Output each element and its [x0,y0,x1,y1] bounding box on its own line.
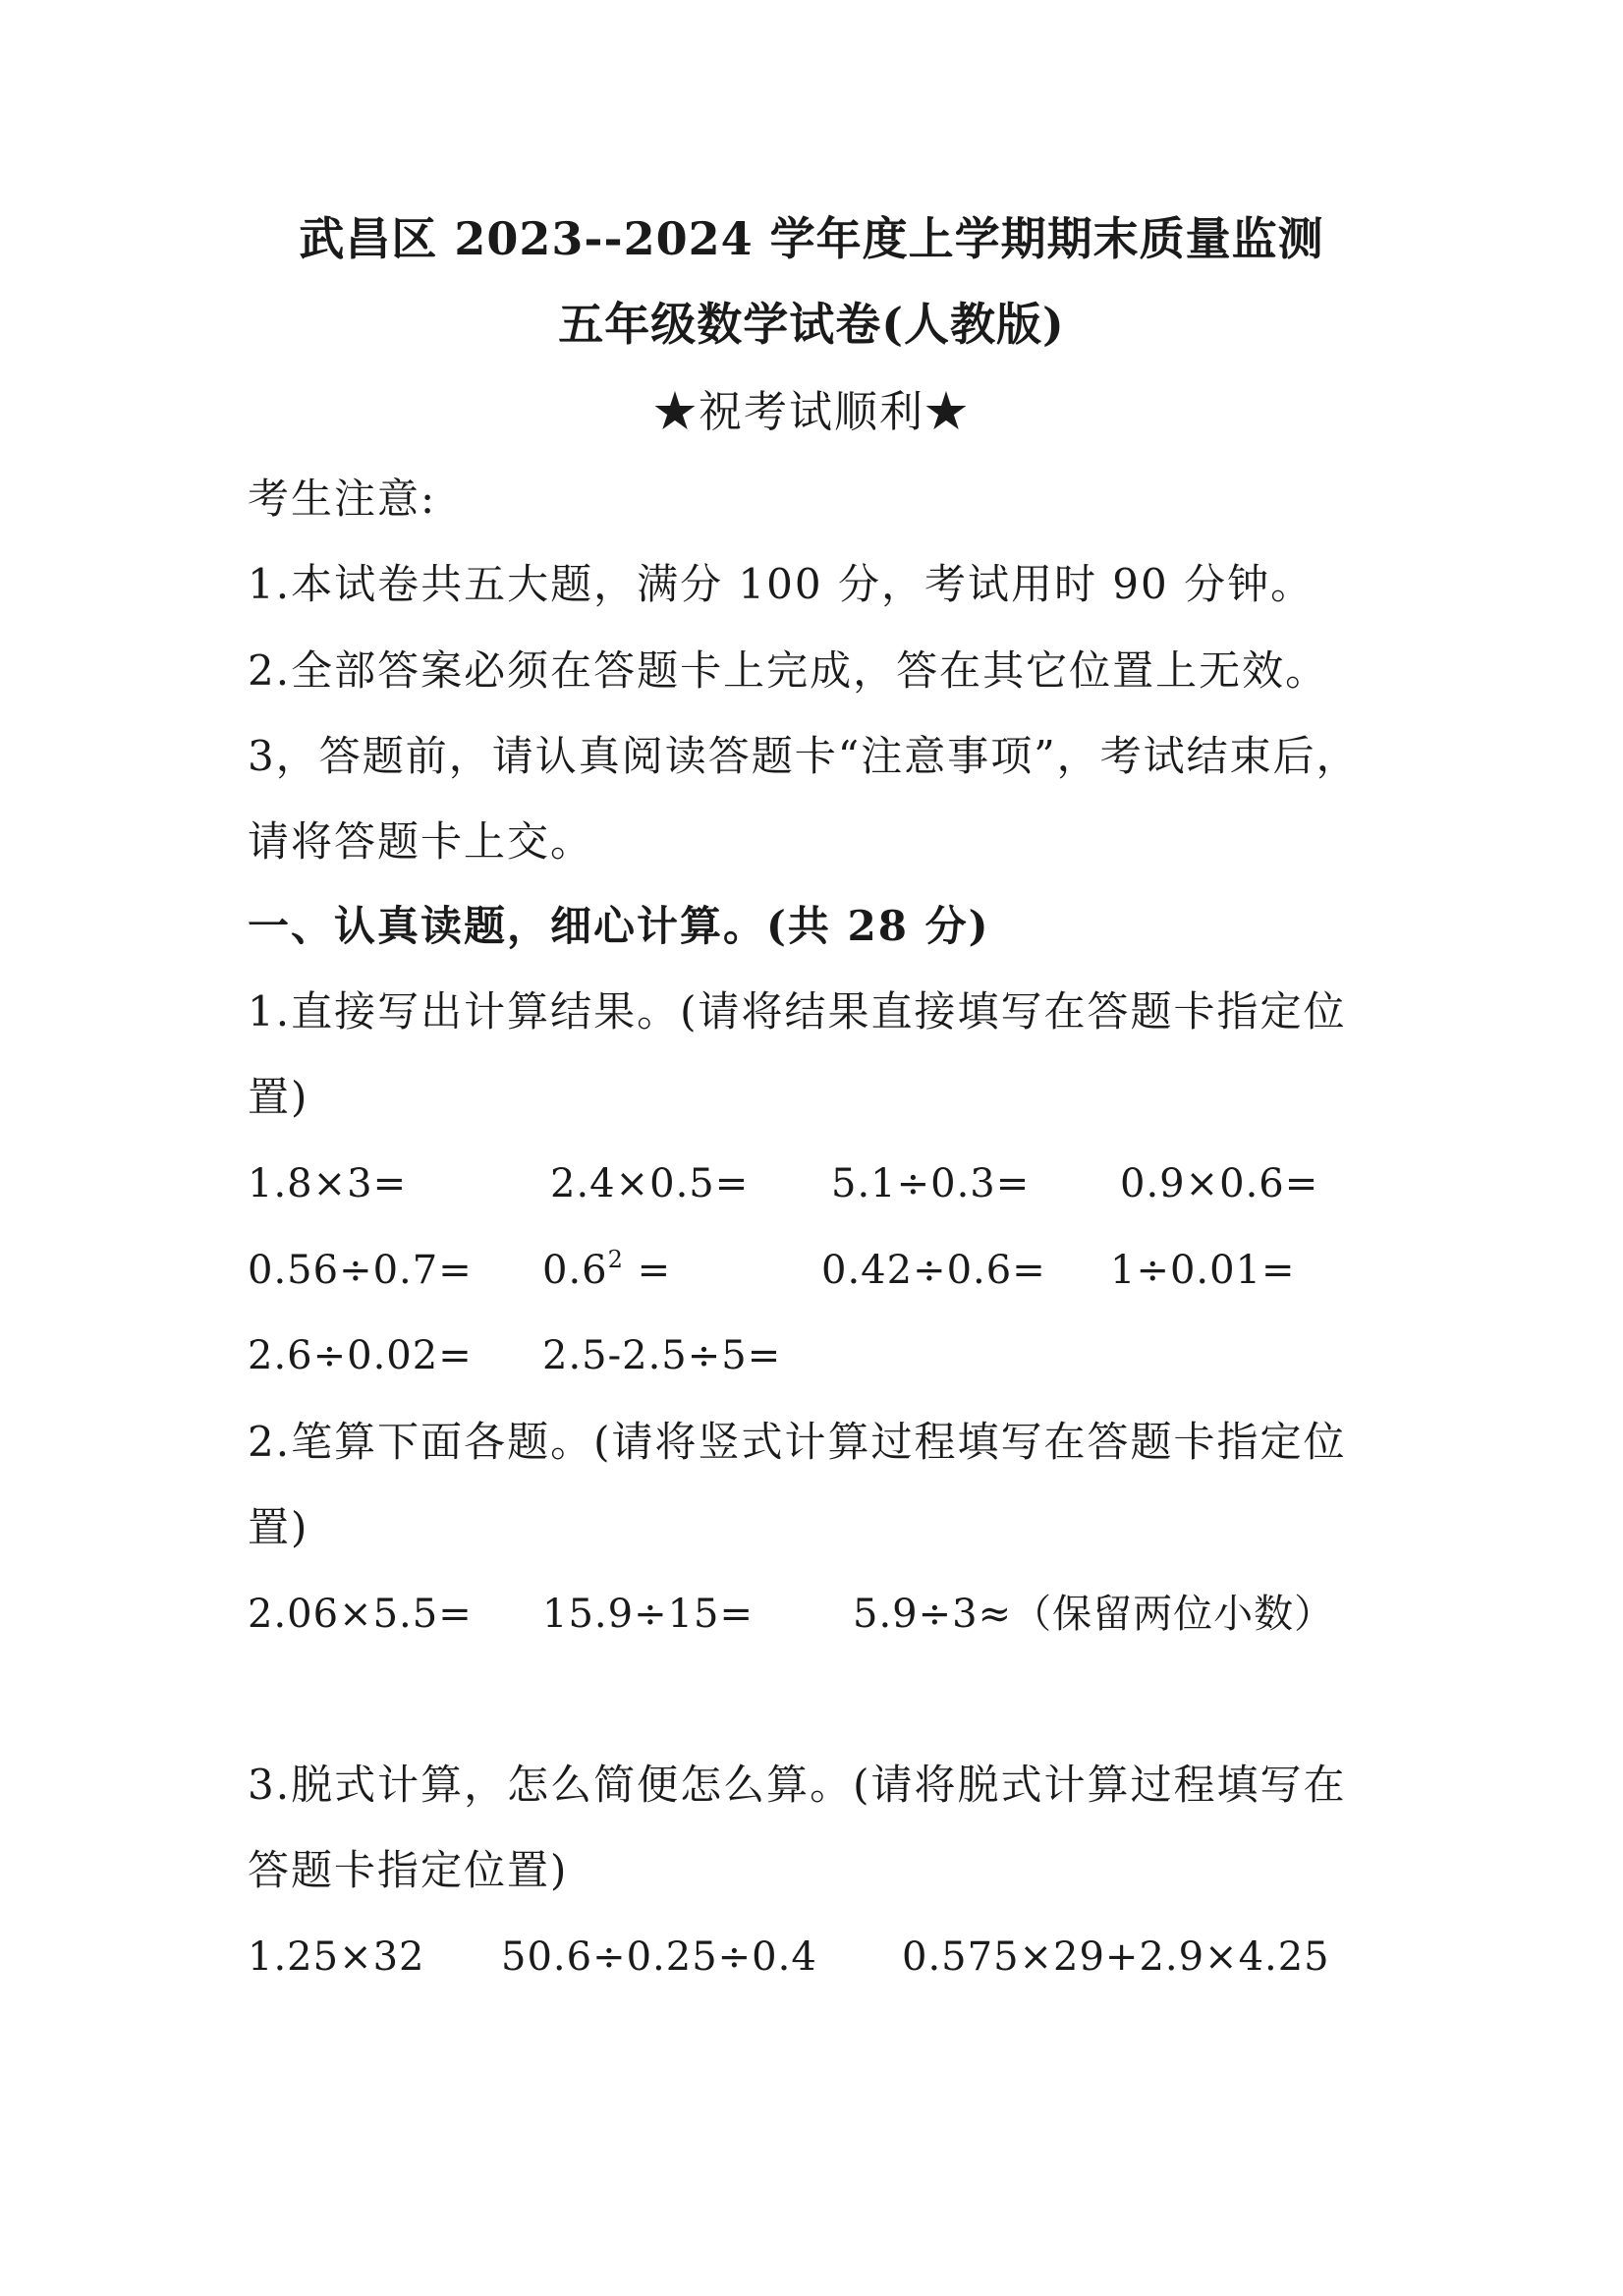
q2-expression: 2.06×5.5= [248,1592,473,1637]
q2-expression: 5.9÷3≈（保留两位小数） [853,1592,1335,1637]
q2-prompt-cont: 置) [248,1503,309,1551]
q1-prompt: 1.直接写出计算结果。(请将结果直接填写在答题卡指定位 [248,987,1347,1036]
q1-expression: 0.9×0.6= [1120,1161,1319,1206]
exam-title: 武昌区 2023--2024 学年度上学期期末质量监测 [299,212,1324,265]
q3-prompt: 3.脱式计算，怎么简便怎么算。(请将脱式计算过程填写在 [248,1761,1347,1809]
q1-expression: 2.4×0.5= [550,1161,750,1206]
q1-expression: 2.6÷0.02= [248,1333,473,1378]
exam-subtitle: 五年级数学试卷(人教版) [558,298,1065,351]
q2-prompt: 2.笔算下面各题。(请将竖式计算过程填写在答题卡指定位 [248,1418,1347,1466]
q1-expression: 5.1÷0.3= [831,1161,1031,1206]
square-base: 0.6 [542,1248,608,1293]
q3-expression: 0.575×29+2.9×4.25 [902,1934,1330,1980]
section-heading: 一、认真读题，细心计算。(共 28 分) [248,902,990,950]
notice-item: 3，答题前，请认真阅读答题卡“注意事项”，考试结束后， [248,732,1360,780]
q3-expression: 50.6÷0.25÷0.4 [501,1934,817,1980]
notice-item: 请将答题卡上交。 [248,817,594,866]
q2-expression: 15.9÷15= [542,1592,754,1637]
q3-prompt-cont: 答题卡指定位置) [248,1846,569,1894]
q3-expression: 1.25×32 [248,1934,425,1980]
q1-expression: 0.42÷0.6= [821,1248,1046,1293]
q1-expression: 0.56÷0.7= [248,1248,473,1293]
notice-heading: 考生注意: [248,475,437,523]
notice-item: 2.全部答案必须在答题卡上完成，答在其它位置上无效。 [248,646,1329,695]
square-exponent: 2 [607,1246,624,1273]
square-equals: = [623,1248,672,1293]
q1-expression: 1.8×3= [248,1161,408,1206]
q1-expression-square [542,1246,671,1295]
q1-prompt-cont: 置) [248,1073,309,1121]
q1-expression: 1÷0.01= [1110,1248,1296,1293]
notice-item: 1.本试卷共五大题，满分 100 分，考试用时 90 分钟。 [248,560,1315,608]
q1-expression: 2.5-2.5÷5= [542,1333,782,1378]
exam-wish: ★祝考试顺利★ [653,387,970,437]
